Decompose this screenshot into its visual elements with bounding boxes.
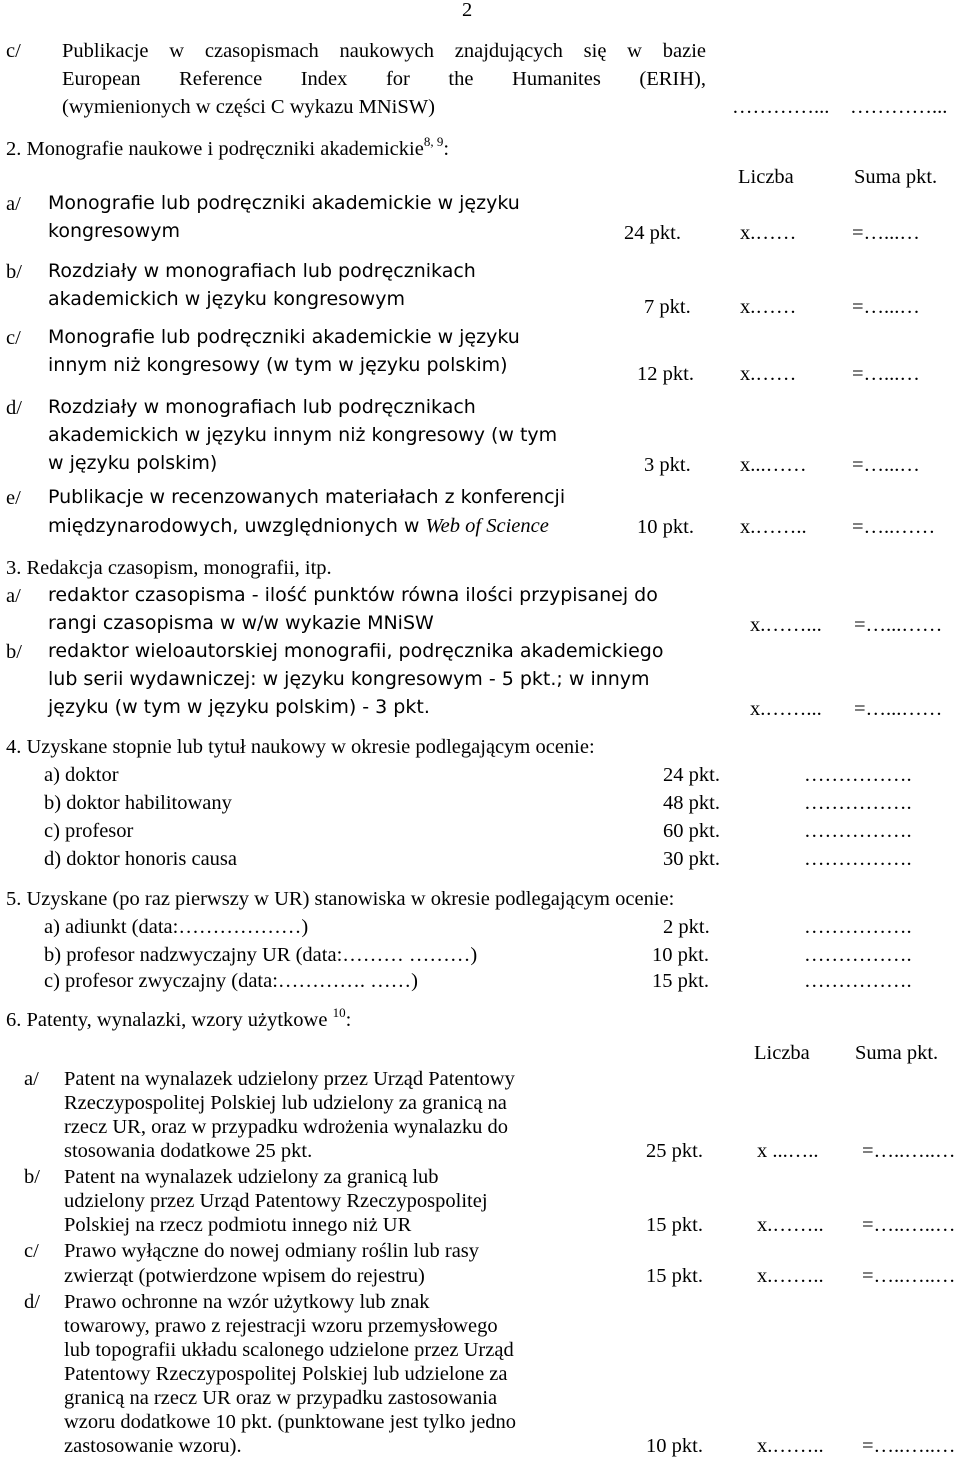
count-blank: x.……... (750, 614, 822, 636)
position-blank: ……………. (804, 970, 912, 992)
item-line: Rozdziały w monografiach lub podręcznikach (48, 260, 476, 282)
sum-blank: =…...…… (854, 614, 943, 636)
item-line: Monografie lub podręczniki akademickie w języku (48, 326, 520, 348)
section5-heading: 5. Uzyskane (po raz pierwszy w UR) stanowiska w okresie podlegającym ocenie: (6, 888, 675, 910)
degree-points: 30 pkt. (663, 848, 720, 870)
item-line-text: międzynarodowych, uwzględnionych w (48, 515, 420, 537)
column-header-sum: Suma pkt. (854, 166, 938, 188)
position-label: a) adiunkt (data:………………) (44, 916, 309, 938)
item-points: 12 pkt. (637, 363, 694, 385)
item-line: stosowania dodatkowe 25 pkt. (64, 1140, 313, 1162)
item-line: języku (w tym w języku polskim) - 3 pkt. (48, 696, 430, 718)
count-blank: x.…… (740, 222, 797, 244)
section1c-line: Publikacje w czasopismach naukowych znajdujących się w bazie (62, 40, 706, 62)
item-line: redaktor czasopisma - ilość punktów równa ilości przypisanej do (48, 584, 658, 606)
item-line-with-italic (48, 516, 549, 537)
position-label: b) profesor nadzwyczajny UR (data:……… ………) (44, 944, 478, 966)
item-marker: d/ (24, 1291, 40, 1313)
count-blank: x.…… (740, 296, 797, 318)
sum-blank: =…..…..… (862, 1140, 956, 1162)
heading-colon: : (443, 138, 450, 160)
item-line: Prawo wyłączne do nowej odmiany roślin lub rasy (64, 1240, 480, 1262)
heading-colon: : (345, 1009, 352, 1031)
sum-blank: =…...…… (854, 698, 943, 720)
item-line: rangi czasopisma w w/w wykazie MNiSW (48, 612, 434, 634)
item-line: granicą na rzecz UR oraz w przypadku zastosowania (64, 1387, 498, 1409)
item-line: lub topografii układu scalonego udzielone przez Urząd (64, 1339, 514, 1361)
position-blank: ……………. (804, 916, 912, 938)
degree-label: c) profesor (44, 820, 134, 842)
count-blank: x.…….. (757, 1214, 824, 1236)
item-marker: a/ (6, 585, 21, 607)
item-line: Prawo ochronne na wzór użytkowy lub znak (64, 1291, 430, 1313)
item-line: rzecz UR, oraz w przypadku wdrożenia wynalazku do (64, 1116, 508, 1138)
degree-blank: ……………. (804, 792, 912, 814)
item-line: lub serii wydawniczej: w języku kongresowym - 5 pkt.; w innym (48, 668, 650, 690)
item-marker: a/ (6, 193, 21, 215)
item-line: Patent na wynalazek udzielony przez Urząd Patentowy (64, 1068, 515, 1090)
item-marker: c/ (6, 40, 21, 62)
count-blank: x ...….. (757, 1140, 819, 1162)
item-line: akademickich w języku kongresowym (48, 288, 405, 310)
column-header-count: Liczba (754, 1042, 810, 1064)
item-line: wzoru dodatkowe 10 pkt. (punktowane jest tylko jedno (64, 1411, 517, 1433)
item-points: 25 pkt. (646, 1140, 703, 1162)
footnote-ref: 10 (332, 1005, 346, 1020)
column-header-count: Liczba (738, 166, 794, 188)
sum-blank: =…..…… (852, 516, 936, 538)
sum-blank: =…..…..… (862, 1435, 956, 1457)
sum-blank: =…...… (852, 454, 920, 476)
item-line: Monografie lub podręczniki akademickie w języku (48, 192, 520, 214)
item-line: redaktor wieloautorskiej monografii, podręcznika akademickiego (48, 640, 664, 662)
degree-label: a) doktor (44, 764, 119, 786)
count-blank: x.…….. (740, 516, 807, 538)
item-line: kongresowym (48, 220, 180, 242)
item-points: 10 pkt. (637, 516, 694, 538)
item-marker: b/ (6, 261, 22, 283)
section4-heading: 4. Uzyskane stopnie lub tytuł naukowy w okresie podlegającym ocenie: (6, 736, 595, 758)
item-points: 15 pkt. (646, 1265, 703, 1287)
section1c-line: European Reference Index for the Humanites (ERIH), (62, 68, 706, 90)
count-blank: x.…… (740, 363, 797, 385)
item-line: Rozdziały w monografiach lub podręcznikach (48, 396, 476, 418)
count-blank: x.…….. (757, 1265, 824, 1287)
section3-heading: 3. Redakcja czasopism, monografii, itp. (6, 557, 332, 579)
item-line: Patent na wynalazek udzielony za granicą lub (64, 1166, 439, 1188)
degree-blank: ……………. (804, 764, 912, 786)
section-heading-text: 2. Monografie naukowe i podręczniki akademickie (6, 138, 424, 160)
degree-points: 48 pkt. (663, 792, 720, 814)
degree-points: 60 pkt. (663, 820, 720, 842)
position-label: c) profesor zwyczajny (data:…………. ……) (44, 970, 418, 992)
item-points: 3 pkt. (644, 454, 691, 476)
item-marker: b/ (6, 641, 22, 663)
item-marker: a/ (24, 1068, 39, 1090)
sum-blank: =…...… (852, 222, 920, 244)
item-line: Rzeczypospolitej Polskiej lub udzielony za granicą na (64, 1092, 507, 1114)
sum-blank: =…...… (852, 296, 920, 318)
count-blank: x.…….. (757, 1435, 824, 1457)
sum-blank: =…...… (852, 363, 920, 385)
item-points: 10 pkt. (646, 1435, 703, 1457)
item-points: 24 pkt. (624, 222, 681, 244)
position-points: 2 pkt. (663, 916, 710, 938)
column-header-sum: Suma pkt. (855, 1042, 939, 1064)
item-line: Publikacje w recenzowanych materiałach z konferencji (48, 486, 566, 508)
count-blank: x.……... (750, 698, 822, 720)
degree-label: b) doktor habilitowany (44, 792, 232, 814)
page-number: 2 (462, 0, 473, 21)
position-points: 15 pkt. (652, 970, 709, 992)
item-marker: e/ (6, 487, 21, 509)
item-line: w języku polskim) (48, 452, 218, 474)
item-line: Polskiej na rzecz podmiotu innego niż UR (64, 1214, 412, 1236)
item-line: innym niż kongresowy (w tym w języku polskim) (48, 354, 508, 376)
degree-blank: ……………. (804, 820, 912, 842)
position-blank: ……………. (804, 944, 912, 966)
item-line: towarowy, prawo z rejestracji wzoru przemysłowego (64, 1315, 498, 1337)
section6-heading (6, 1005, 352, 1031)
italic-source-name: Web of Science (425, 515, 549, 537)
item-points: 15 pkt. (646, 1214, 703, 1236)
item-marker: c/ (24, 1240, 39, 1262)
item-marker: b/ (24, 1166, 40, 1188)
section1c-line: (wymienionych w części C wykazu MNiSW) (62, 96, 435, 118)
degree-label: d) doktor honoris causa (44, 848, 237, 870)
section2-heading (6, 134, 450, 160)
item-line: zastosowanie wzoru). (64, 1435, 242, 1457)
degree-blank: ……………. (804, 848, 912, 870)
item-line: Patentowy Rzeczypospolitej Polskiej lub udzielone za (64, 1363, 508, 1385)
degree-points: 24 pkt. (663, 764, 720, 786)
sum-blank: =…..…..… (862, 1214, 956, 1236)
footnote-ref: 8, 9 (423, 134, 444, 149)
count-blank: x...…… (740, 454, 807, 476)
item-marker: d/ (6, 397, 22, 419)
item-line: akademickich w języku innym niż kongresowy (w tym (48, 424, 558, 446)
item-points: 7 pkt. (644, 296, 691, 318)
sum-blank: =…..…..… (862, 1265, 956, 1287)
count-blank: …………... (732, 96, 830, 118)
position-points: 10 pkt. (652, 944, 709, 966)
sum-blank: …………... (850, 96, 948, 118)
item-line: zwierząt (potwierdzone wpisem do rejestru) (64, 1265, 425, 1287)
item-line: udzielony przez Urząd Patentowy Rzeczypospolitej (64, 1190, 488, 1212)
section-heading-text: 6. Patenty, wynalazki, wzory użytkowe (6, 1009, 328, 1031)
item-marker: c/ (6, 327, 21, 349)
